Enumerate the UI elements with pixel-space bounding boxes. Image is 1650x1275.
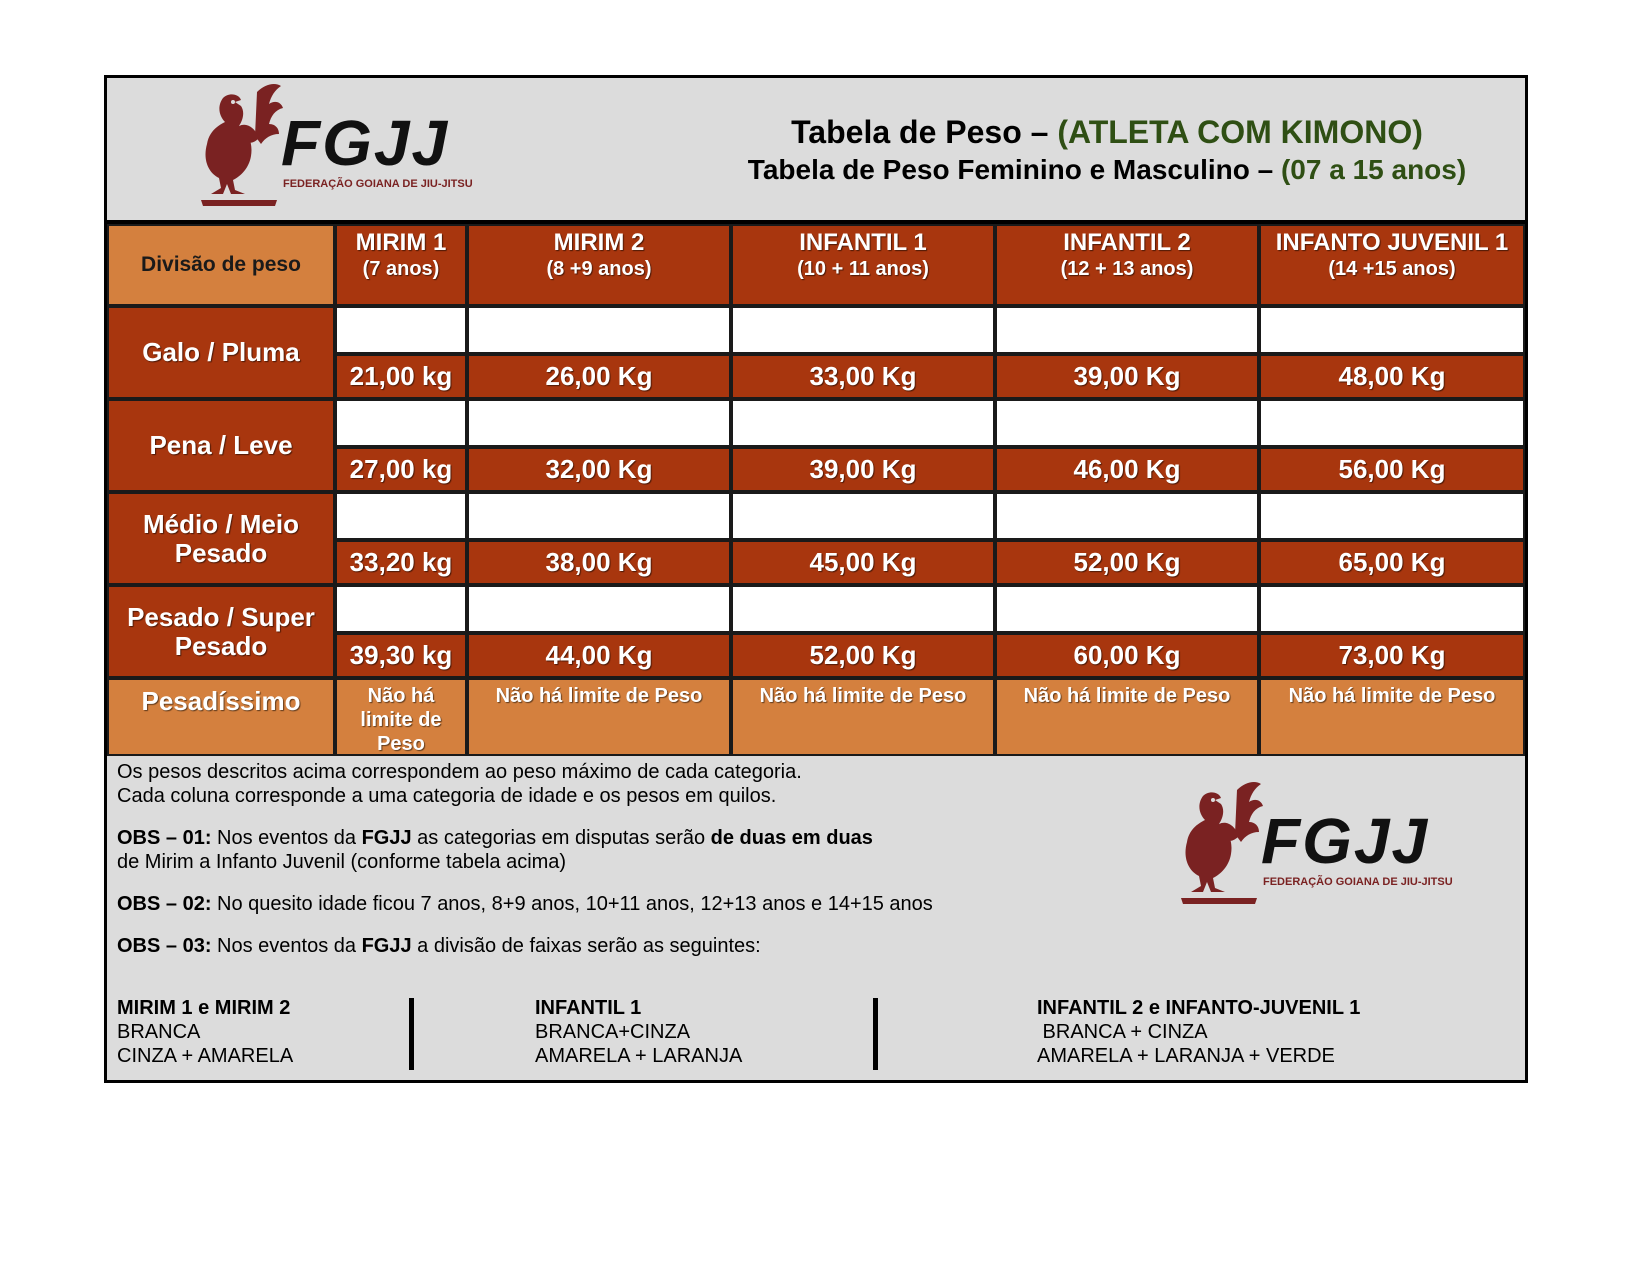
row-label-galo-pluma: Galo / Pluma: [107, 306, 335, 399]
blank-cell: [467, 306, 731, 354]
blank-cell: [995, 399, 1259, 447]
belt-line: BRANCA: [117, 1021, 201, 1043]
column-ages: (10 + 11 anos): [797, 258, 929, 280]
logo-brand: FGJJ: [281, 107, 450, 179]
obs-text: No quesito idade ficou 7 anos, 8+9 anos, 10+11 anos, 12+13 anos e 14+15 anos: [211, 893, 933, 915]
belt-group-infantil-1: [535, 996, 742, 1068]
notes: [117, 760, 933, 958]
logo-subtitle: FEDERAÇÃO GOIANA DE JIU-JITSU: [1263, 876, 1453, 888]
weight-value: 33,20 kg: [335, 540, 467, 585]
fgjj-logo-bottom: [1175, 780, 1465, 910]
weight-value: 44,00 Kg: [467, 633, 731, 678]
blank-cell: [731, 585, 995, 633]
weight-value: 39,00 Kg: [995, 354, 1259, 399]
column-header-mirim-1: [335, 224, 467, 306]
obs-fgjj: FGJJ: [361, 935, 412, 957]
blank-cell: [335, 399, 467, 447]
belt-heading: MIRIM 1 e MIRIM 2: [117, 997, 291, 1019]
page-subtitle: [697, 154, 1517, 186]
column-name: MIRIM 1: [355, 229, 447, 256]
row-label-medio-meio-pesado: Médio / Meio Pesado: [107, 492, 335, 585]
weight-value: 33,00 Kg: [731, 354, 995, 399]
blank-cell: [467, 585, 731, 633]
blank-cell: [335, 492, 467, 540]
column-name: INFANTIL 1: [799, 229, 927, 256]
no-limit-cell: Não há limite de Peso: [1259, 678, 1525, 756]
obs-01-line2: de Mirim a Infanto Juvenil (conforme tabela acima): [117, 851, 567, 873]
column-name: MIRIM 2: [553, 229, 645, 256]
column-ages: (12 + 13 anos): [1060, 258, 1194, 280]
corner-header: Divisão de peso: [107, 224, 335, 306]
belt-line: AMARELA + LARANJA: [535, 1045, 743, 1067]
weight-value: 52,00 Kg: [731, 633, 995, 678]
weight-value: 26,00 Kg: [467, 354, 731, 399]
belt-separator: [873, 998, 878, 1070]
obs-text: a divisão de faixas serão as seguintes:: [411, 935, 761, 957]
obs-label: OBS – 03:: [117, 935, 212, 957]
obs-text: Nos eventos da: [211, 935, 362, 957]
row-label-pena-leve: Pena / Leve: [107, 399, 335, 492]
obs-fgjj: FGJJ: [361, 827, 412, 849]
belt-line: BRANCA + CINZA: [1037, 1021, 1208, 1043]
blank-cell: [467, 399, 731, 447]
column-name: INFANTO JUVENIL 1: [1275, 229, 1509, 256]
belt-group-mirim: [117, 996, 293, 1068]
blank-cell: [731, 492, 995, 540]
column-header-infantil-1: [731, 224, 995, 306]
weight-value: 52,00 Kg: [995, 540, 1259, 585]
blank-cell: [995, 492, 1259, 540]
title-highlight: (ATLETA COM KIMONO): [1057, 114, 1423, 150]
blank-cell: [335, 306, 467, 354]
belt-separator: [409, 998, 414, 1070]
weight-value: 46,00 Kg: [995, 447, 1259, 492]
no-limit-cell: Não há limite de Peso: [335, 678, 467, 756]
liverbird-icon: [195, 82, 285, 210]
header: [107, 78, 1525, 224]
subtitle-highlight: (07 a 15 anos): [1280, 154, 1467, 185]
weight-value: 48,00 Kg: [1259, 354, 1525, 399]
obs-01: [117, 826, 933, 850]
weight-table-sheet: [104, 75, 1528, 1083]
column-ages: (8 +9 anos): [546, 258, 652, 280]
belt-line: AMARELA + LARANJA + VERDE: [1037, 1045, 1335, 1067]
weight-value: 60,00 Kg: [995, 633, 1259, 678]
note-line: Cada coluna corresponde a uma categoria de idade e os pesos em quilos.: [117, 785, 777, 807]
no-limit-cell: Não há limite de Peso: [995, 678, 1259, 756]
blank-cell: [995, 585, 1259, 633]
fgjj-logo-top: [195, 82, 485, 212]
column-ages: (14 +15 anos): [1328, 258, 1456, 280]
weight-value: 65,00 Kg: [1259, 540, 1525, 585]
blank-cell: [731, 399, 995, 447]
liverbird-icon: [1175, 780, 1265, 908]
blank-cell: [467, 492, 731, 540]
blank-cell: [1259, 492, 1525, 540]
belt-group-infantil-2: [1037, 996, 1360, 1068]
column-name: INFANTIL 2: [1063, 229, 1191, 256]
obs-03: [117, 934, 933, 958]
obs-label: OBS – 02:: [117, 893, 212, 915]
weight-value: 27,00 kg: [335, 447, 467, 492]
weight-value: 39,00 Kg: [731, 447, 995, 492]
column-header-infantil-2: [995, 224, 1259, 306]
subtitle-prefix: Tabela de Peso Feminino e Masculino –: [747, 154, 1281, 185]
no-limit-cell: Não há limite de Peso: [467, 678, 731, 756]
weight-value: 32,00 Kg: [467, 447, 731, 492]
weight-value: 38,00 Kg: [467, 540, 731, 585]
blank-cell: [335, 585, 467, 633]
page-title: [697, 114, 1517, 151]
belt-line: CINZA + AMARELA: [117, 1045, 294, 1067]
blank-cell: [1259, 399, 1525, 447]
weight-value: 45,00 Kg: [731, 540, 995, 585]
obs-02: [117, 892, 933, 916]
blank-cell: [1259, 585, 1525, 633]
obs-label: OBS – 01:: [117, 827, 212, 849]
no-limit-cell: Não há limite de Peso: [731, 678, 995, 756]
obs-text: as categorias em disputas serão: [411, 827, 711, 849]
blank-cell: [995, 306, 1259, 354]
row-label-pesadissimo: Pesadíssimo: [107, 678, 335, 756]
weight-value: 39,30 kg: [335, 633, 467, 678]
column-ages: (7 anos): [362, 258, 440, 280]
belt-heading: INFANTIL 2 e INFANTO-JUVENIL 1: [1037, 997, 1361, 1019]
weight-value: 73,00 Kg: [1259, 633, 1525, 678]
logo-subtitle: FEDERAÇÃO GOIANA DE JIU-JITSU: [283, 178, 473, 190]
weight-value: 56,00 Kg: [1259, 447, 1525, 492]
blank-cell: [731, 306, 995, 354]
row-label-pesado-super-pesado: Pesado / Super Pesado: [107, 585, 335, 678]
obs-text: Nos eventos da: [211, 827, 362, 849]
weight-value: 21,00 kg: [335, 354, 467, 399]
belt-line: BRANCA+CINZA: [535, 1021, 691, 1043]
title-prefix: Tabela de Peso –: [791, 114, 1058, 150]
logo-brand: FGJJ: [1261, 805, 1430, 877]
note-line: Os pesos descritos acima correspondem ao peso máximo de cada categoria.: [117, 761, 802, 783]
column-header-mirim-2: [467, 224, 731, 306]
belt-heading: INFANTIL 1: [535, 997, 642, 1019]
column-header-infanto-juvenil-1: [1259, 224, 1525, 306]
blank-cell: [1259, 306, 1525, 354]
obs-bold: de duas em duas: [710, 827, 873, 849]
